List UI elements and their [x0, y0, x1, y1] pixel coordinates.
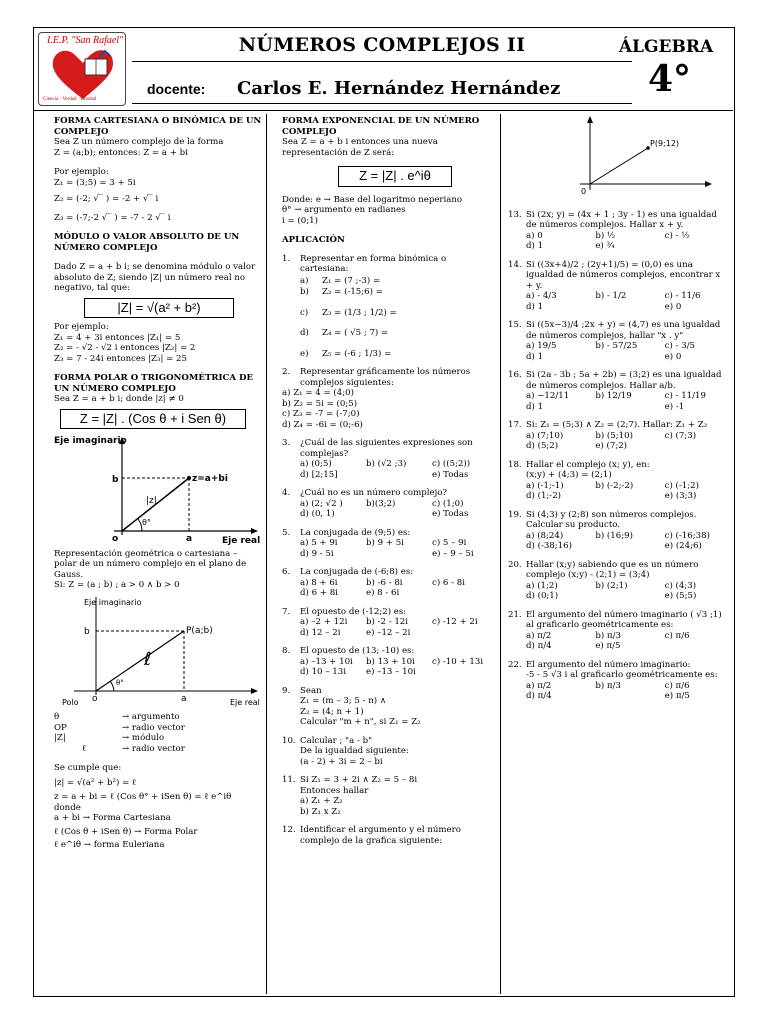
tick-label: a: [181, 693, 187, 704]
question-text: Si: Z₁ = (5;3) ∧ Z₂ = (2;7). Hallar: Z₁ + Z₂: [526, 420, 708, 430]
question-6: 6. La conjugada de (-6;8) es: a) 8 + 6i b) -6 - 8i c) 6 - 8i d) 6 + 8i e) 8 - 6i: [282, 567, 494, 599]
q1-item: [300, 276, 494, 287]
worksheet-page: [33, 27, 735, 997]
option: [595, 541, 660, 552]
option: c) ((5;2)): [432, 459, 471, 469]
option: [595, 402, 660, 413]
option: a) (-1;-1): [526, 480, 564, 491]
legend-symbol: |Z|: [54, 733, 66, 743]
legend-symbol: OP: [54, 722, 67, 733]
question-text: Representar en forma binómica o cartesiana:: [300, 253, 447, 274]
tick-label: b: [112, 475, 119, 485]
option: [366, 509, 428, 520]
option: c) (7;3): [664, 430, 697, 441]
example: Z₃ = 7 - 24i entonces |Z₃| = 25: [54, 353, 187, 364]
formula-box-modulo: |Z| = √(a² + b²): [84, 298, 234, 319]
question-lines: [300, 696, 494, 728]
question-16: 16. Si (2a - 3b ; 5a + 2b) = (3;2) es una igualdad de números complejos. Hallar a/b. a) −12/11 b) 12/19 c) - 11/19 d) 1 e) -1: [508, 370, 730, 412]
legend-meaning: → argumento: [122, 712, 180, 722]
option: b) -6 - 8i: [366, 577, 403, 588]
option: e) Todas: [432, 509, 469, 519]
question-text: Representar gráficamente los números complejos siguientes:: [300, 367, 471, 388]
point-label: P(9;12): [650, 139, 680, 148]
section-heading-polar: FORMA POLAR O TRIGONOMÉTRICA DE UN NÚMERO COMPLEJO: [54, 373, 254, 394]
item-text: Z₄ = ( √5 ; 7) =: [322, 328, 389, 338]
options: [526, 581, 730, 602]
question-9: 9. Sean Z₁ = (m – 3; 5 - n) ∧ Z₂ = (4; n + 1) Calcular "m + n", si Z₁ = Z₂: [282, 686, 494, 728]
q1-item: [300, 349, 494, 360]
polar-diagram-1: [54, 433, 264, 545]
item-letter: c): [300, 307, 309, 318]
option: b) π/3: [595, 680, 621, 691]
option: d) (5;2): [526, 441, 559, 451]
option: c) - 3/5: [664, 341, 696, 351]
question-20: 20. Hallar (x;y) sabiendo que es un número complejo (x;y) - (2;1) = (3;4) a) (1;2) b) (2;1) c) (4;3) d) (0;1) e) (5;5): [508, 560, 730, 602]
options: [300, 578, 494, 599]
question-15: 15. Si ((5x−3)/4 ;2x + y) = (4,7) es una igualdad de números complejos, hallar "x . y" a) 19/5 b) - 57/25 c) - 3/5 d) 1 e) 0: [508, 320, 730, 362]
option: b) 9 + 5i: [366, 538, 404, 548]
options: [526, 481, 730, 502]
text: donde: [54, 802, 81, 813]
option: e) (5;5): [664, 591, 697, 601]
option: [366, 549, 428, 560]
options: [300, 459, 494, 480]
header-bottom-line: [132, 103, 632, 104]
option: b) (16;9): [595, 530, 633, 541]
item-letter: b): [300, 287, 309, 297]
option: [432, 628, 494, 639]
option: a) 19/5: [526, 341, 557, 351]
option: e) – 9 – 5i: [432, 548, 474, 559]
text: θ° → argumento en radianes: [282, 205, 406, 215]
legend-list: [54, 712, 262, 754]
option: a) (2; √2 ): [300, 498, 343, 509]
options: [526, 531, 730, 552]
legend-row: [54, 712, 262, 723]
question-22: 22. El argumento del número imaginario: -5 - 5 √3 i al graficarlo geométricamente es: a) π/2 b) π/3 c) π/6 d) π/4 e) π/5: [508, 660, 730, 702]
question-text: Hallar el complejo (x; y), en:: [526, 459, 650, 470]
question-text: Si Z₁ = 3 + 2i ∧ Z₂ = 5 – 8i: [300, 775, 418, 785]
option: c) - 11/19: [664, 391, 706, 401]
q1-item: [300, 328, 494, 339]
option: [665, 441, 730, 452]
text: Sea Z un número complejo de la forma: [54, 137, 224, 147]
options: [300, 657, 494, 678]
option: e) (24;6): [664, 541, 702, 551]
option: c) π/6: [664, 680, 690, 691]
question-3: 3. ¿Cuál de las siguientes expresiones son complejas? a) (0;5) b) (√2 ;3) c) ((5;2)) d) [2;15] e) Todas: [282, 438, 494, 480]
grade-label: 4°: [648, 58, 692, 100]
question-18: 18. Hallar el complejo (x; y), en: (x;y) + (4;3) = (2;1) a) (-1;-1) b) (-2;-2) c) (-1;2) d) (1;-2) e) (3;3): [508, 460, 730, 502]
option: d) π/4: [526, 691, 552, 701]
item-letter: e): [300, 348, 309, 359]
option: c) (-16;38): [664, 530, 710, 541]
question-text: El argumento del número imaginario:: [526, 659, 691, 670]
option: c) - 11/6: [664, 291, 701, 301]
options: [526, 681, 730, 702]
modulus-label: |z|: [146, 496, 157, 506]
legend-meaning: → módulo: [122, 733, 165, 743]
axis-label: Eje real: [222, 536, 261, 545]
header: [34, 28, 733, 111]
question-7: 7. El opuesto de (-12;2) es: a) –2 + 12i b) -2 - 12i c) -12 + 2i d) 12 – 2i e) –12 – 2i: [282, 607, 494, 639]
option: b) (√2 ;3): [366, 459, 407, 469]
question-text: Si ((5x−3)/4 ;2x + y) = (4,7) es una igualdad de números complejos, hallar "x . y": [526, 320, 721, 341]
question-line: Calcular "m + n", si Z₁ = Z₂: [300, 717, 421, 727]
question-text: Hallar (x;y) sabiendo que es un número complejo (x;y) - (2;1) = (3;4): [526, 559, 699, 580]
text: Por ejemplo:: [54, 322, 109, 332]
option: a) (0;5): [300, 459, 332, 469]
options: [526, 291, 730, 312]
option: b) (2;1): [595, 580, 628, 591]
question-14: 14. Si ((3x+4)/2 ; (2y+1)/5) = (0,0) es una igualdad de números complejos, encontrar x + y. a) - 4/3 b) - 1/2 c) - 11/6 d) 1 e) 0: [508, 260, 730, 313]
item-text: Z₅ = (-6 ; 1/3) =: [322, 348, 392, 359]
option: b) (5;10): [595, 430, 633, 441]
radius-label: ℓ: [144, 648, 152, 670]
question-text: El opuesto de (-12;2) es:: [300, 606, 407, 617]
option: e) -1: [664, 401, 685, 412]
column-2: [282, 116, 494, 846]
column-divider-2: [500, 114, 501, 994]
example: Z₁ = 4 + 3i entonces |Z₁| = 5: [54, 332, 181, 343]
option: b) (-2;-2): [595, 480, 634, 491]
legend-symbol: ℓ: [82, 743, 87, 754]
text: Si: Z = (a ; b) ; a > 0 ∧ b > 0: [54, 580, 180, 590]
option: c) 5 – 9i: [432, 538, 467, 548]
logo-subtext: Ciencia · Verdad · Bondad: [43, 97, 97, 102]
question-12: 12. Identificar el argumento y el número complejo de la grafica siguiente:: [282, 825, 494, 846]
text: Sea Z = a + b i entonces una nueva representación de Z será:: [282, 137, 438, 158]
question-text: Sean: [300, 685, 322, 696]
option: a) π/2: [526, 680, 552, 691]
question-11: 11. Si Z₁ = 3 + 2i ∧ Z₂ = 5 – 8i Entonces hallar a) Z₁ + Z₂ b) Z₁ x Z₂: [282, 775, 494, 817]
question-line: De la igualdad siguiente:: [300, 746, 409, 756]
column-divider-1: [266, 114, 267, 994]
item-text: Z₃ = (1/3 ; 1/2) =: [322, 307, 397, 318]
option: d) 12 – 2i: [300, 627, 341, 638]
question-text: El argumento del número imaginario ( √3 ;1) al graficarlo geométricamente es:: [526, 609, 722, 630]
options: [300, 499, 494, 520]
relation: ℓ (Cos θ + iSen θ) → Forma Polar: [54, 826, 198, 837]
question-text: -5 - 5 √3 i al graficarlo geométricamente es:: [526, 670, 718, 680]
option: a) π/2: [526, 630, 552, 641]
option: d) (1;-2): [526, 491, 562, 501]
option: d) 1: [526, 301, 544, 312]
question-text: Si (2a - 3b ; 5a + 2b) = (3;2) es una igualdad de números complejos. Hallar a/b.: [526, 370, 722, 391]
option: c) (1;0): [432, 498, 464, 509]
relation: |z| = √(a² + b²) = ℓ: [54, 777, 137, 788]
question-text: ¿Cuál de las siguientes expresiones son complejas?: [300, 438, 473, 459]
q2-item: a) Z₁ = 4 = (4;0): [282, 388, 354, 398]
option: e) –12 – 2i: [366, 627, 411, 638]
question-21: 21. El argumento del número imaginario ( √3 ;1) al graficarlo geométricamente es: a) π/2 b) π/3 c) π/6 d) π/4 e) π/5: [508, 610, 730, 652]
option: e) ¾: [595, 241, 615, 251]
question-text: Identificar el argumento y el número complejo de la grafica siguiente:: [300, 825, 461, 846]
option: e) (7;2): [595, 441, 628, 451]
option: e) –13 – 10i: [366, 667, 416, 677]
option: d) (-38;16): [526, 541, 572, 551]
options: [526, 231, 730, 252]
point-diagram: [528, 116, 728, 198]
section-heading-modulo: MÓDULO O VALOR ABSOLUTO DE UN NÚMERO COMPLEJO: [54, 232, 240, 253]
point-label: z=a+bi: [192, 474, 228, 484]
option: e) 0: [664, 351, 682, 362]
docente-name: Carlos E. Hernández Hernández: [237, 78, 561, 99]
option: a) –13 + 10i: [300, 656, 353, 667]
option: c) π/6: [664, 630, 690, 641]
option: [595, 491, 660, 502]
legend-meaning: → radio vector: [122, 743, 185, 754]
option: b) - 1/2: [595, 291, 627, 301]
example: Z₃ = (-7;-2 √‾ ) = -7 - 2 √‾ i: [54, 212, 171, 223]
question-line: a) Z₁ + Z₂: [300, 796, 343, 806]
question-10: 10. Calcular ; "a - b" De la igualdad siguiente: (a - 2) + 3i = 2 – bi: [282, 736, 494, 768]
q1-items: [300, 276, 494, 360]
question-text: Si ((3x+4)/2 ; (2y+1)/5) = (0,0) es una igualdad de números complejos, encontrar x + y.: [526, 259, 721, 291]
option: d) 9 - 5i: [300, 548, 334, 559]
option: [432, 588, 494, 599]
relation: ℓ e^iθ → forma Euleriana: [54, 840, 165, 850]
option: [665, 641, 730, 652]
question-line: Entonces hallar: [300, 785, 369, 796]
options: [526, 631, 730, 652]
item-letter: a): [300, 275, 309, 286]
question-text: Si (2x; y) = (4x + 1 ; 3y - 1) es una igualdad de números complejos. Hallar x + y.: [526, 209, 717, 230]
option: c) (4;3): [664, 580, 697, 591]
option: e) π/5: [595, 641, 621, 651]
relation: z = a + bi = ℓ (Cos θ° + iSen θ) = ℓ e^iθ: [54, 792, 232, 802]
option: b) π/3: [595, 630, 621, 641]
logo-text: I.E.P. "San Rafael": [47, 35, 124, 46]
question-line: b) Z₁ x Z₂: [300, 806, 341, 817]
options: [526, 391, 730, 412]
option: [366, 470, 428, 481]
option: d) [2;15]: [300, 469, 338, 480]
page-title: NÚMEROS COMPLEJOS II: [238, 34, 526, 56]
question-19: 19. Si (4;3) y (2;8) son números complejos. Calcular su producto. a) (8;24) b) (16;9) c) (-16;38) d) (-38;16) e) (24;6): [508, 510, 730, 552]
question-text: ¿Cuál no es un número complejo?: [300, 488, 448, 498]
q1-item: [300, 308, 494, 319]
question-lines: [300, 746, 494, 767]
angle-label: θ°: [142, 518, 151, 527]
origin-label: 0: [581, 187, 587, 196]
option: d) 1: [526, 241, 544, 251]
option: d) 6 + 8i: [300, 588, 338, 598]
q2-item: c) Z₃ = -7 = (-7;0): [282, 409, 360, 419]
option: [595, 352, 660, 363]
section-heading-aplicacion: APLICACIÓN: [282, 235, 345, 245]
angle-label: θ°: [116, 678, 124, 687]
example: Z₂ = - √2 - √2 i entonces |Z₂| = 2: [54, 343, 196, 353]
question-4: 4. ¿Cuál no es un número complejo? a) (2; √2 ) b)(3;2) c) (1;0) d) (0, 1) e) Todas: [282, 488, 494, 520]
option: b) 12/19: [595, 391, 632, 401]
options: [300, 617, 494, 638]
heart-book-icon: [39, 33, 127, 107]
option: c) -12 + 2i: [432, 617, 478, 627]
origin-label: o: [92, 693, 98, 704]
option: a) 5 + 9i: [300, 538, 338, 548]
question-17: 17. Si: Z₁ = (5;3) ∧ Z₂ = (2;7). Hallar: Z₁ + Z₂ a) (7;10) b) (5;10) c) (7;3) d) (5;2) e) (7;2): [508, 420, 730, 452]
question-text: La conjugada de (-6;8) es:: [300, 567, 414, 577]
option: b) -2 - 12i: [366, 617, 409, 627]
option: [665, 241, 730, 252]
option: a) - 4/3: [526, 291, 557, 301]
option: c) - ½: [664, 230, 690, 241]
axis-label: Eje imaginario: [54, 436, 127, 446]
option: a) (8;24): [526, 530, 564, 541]
question-1: 1. Representar en forma binómica o cartesiana: a) Z₁ = (7 ;-3) = b) Z₂ = (-15;6) = c) Z₃ = (1/3 ; 1/2) = d) Z₄ = ( √5 ; 7) = e) Z₅ = (-6 ; 1/3) =: [282, 254, 494, 360]
legend-symbol: θ: [54, 712, 60, 722]
options: [526, 431, 730, 452]
school-logo: [38, 32, 126, 106]
text: Se cumple que:: [54, 763, 122, 773]
option: d) 1: [526, 351, 544, 362]
axis-label: Eje real: [230, 697, 260, 707]
option: e) (3;3): [664, 491, 697, 501]
option: a) (7;10): [526, 430, 564, 441]
option: b) ½: [595, 230, 616, 241]
question-line: Z₂ = (4; n + 1): [300, 706, 364, 717]
legend-meaning: → radio vector: [122, 722, 185, 733]
option: c) (-1;2): [664, 480, 699, 491]
option: [595, 302, 660, 313]
text: Dado Z = a + b i; se denomina módulo o valor absoluto de Z; siendo |Z| un número real no negativo, tal que:: [54, 262, 256, 293]
text: Donde: e → Base del logaritmo neperiano: [282, 194, 463, 205]
title-underline: [132, 61, 632, 62]
question-text: Calcular ; "a - b": [300, 735, 373, 746]
question-5: 5. La conjugada de (9;5) es: a) 5 + 9i b) 9 + 5i c) 5 – 9i d) 9 - 5i e) – 9 – 5i: [282, 528, 494, 560]
point-label: P(a;b): [186, 625, 213, 636]
formula-box-exponencial: Z = |Z| . e^iθ: [338, 166, 452, 187]
q1-item: [300, 287, 494, 298]
question-line: Z₁ = (m – 3; 5 - n) ∧: [300, 696, 387, 706]
section-heading-exponencial: FORMA EXPONENCIAL DE UN NÚMERO COMPLEJO: [282, 116, 480, 137]
item-text: Z₁ = (7 ;-3) =: [322, 275, 381, 286]
item-text: Z₂ = (-15;6) =: [322, 287, 383, 297]
origin-label: o: [112, 534, 119, 544]
option: d) π/4: [526, 641, 552, 651]
q2-items: [282, 388, 494, 430]
column-1: [54, 116, 262, 851]
option: [432, 667, 494, 678]
text: Por ejemplo:: [54, 167, 109, 177]
q2-item: b) Z₂ = 5i = (0;5): [282, 398, 358, 409]
question-text: El opuesto de (13; -10) es:: [300, 646, 415, 656]
question-8: 8. El opuesto de (13; -10) es: a) –13 + 10i b) 13 + 10i c) -10 + 13i d) 10 – 13i e) –13 – 10i: [282, 646, 494, 678]
docente-label: docente:: [147, 81, 206, 97]
option: [595, 591, 660, 602]
item-letter: d): [300, 328, 309, 338]
option: d) 1: [526, 401, 544, 412]
options: [526, 341, 730, 362]
question-line: (a - 2) + 3i = 2 – bi: [300, 756, 383, 767]
option: e) Todas: [432, 469, 469, 480]
text: Representación geométrica o cartesiana – polar de un número complejo en el plano de Gauss.: [54, 548, 247, 580]
polar-diagram-2: [54, 591, 264, 709]
tick-label: b: [84, 626, 90, 637]
option: e) 0: [664, 301, 682, 312]
example: Z₂ = (-2; √‾ ) = -2 + √‾ i: [54, 194, 159, 204]
option: a) 8 + 6i: [300, 577, 338, 588]
option: d) (0;1): [526, 591, 559, 601]
example: Z₁ = (3;5) = 3 + 5i: [54, 177, 136, 188]
question-2: 2. Representar gráficamente los números complejos siguientes:: [282, 367, 494, 388]
option: [595, 691, 660, 702]
legend-row: [54, 744, 262, 755]
option: c) -10 + 13i: [432, 656, 484, 667]
option: c) 6 - 8i: [432, 577, 465, 588]
question-text: La conjugada de (9;5) es:: [300, 527, 411, 538]
q2-item: d) Z₄ = -6i = (0;-6): [282, 419, 363, 430]
column-3: [508, 116, 730, 702]
option: e) 8 - 6i: [366, 588, 400, 598]
option: a) –2 + 12i: [300, 617, 348, 627]
section-heading-cartesiana: FORMA CARTESIANA O BINÓMICA DE UN COMPLEJO: [54, 116, 262, 137]
polo-label: Polo: [62, 697, 79, 707]
question-text: (x;y) + (4;3) = (2;1): [526, 470, 612, 480]
legend-row: [54, 723, 262, 734]
tick-label: a: [186, 534, 193, 544]
question-13: 13. Si (2x; y) = (4x + 1 ; 3y - 1) es una igualdad de números complejos. Hallar x + y. a) 0 b) ½ c) - ½ d) 1 e) ¾: [508, 210, 730, 252]
option: b) 13 + 10i: [366, 656, 415, 667]
axis-label: Eje imaginario: [84, 597, 142, 607]
text: i = (0;1): [282, 215, 318, 226]
question-text: Si (4;3) y (2;8) son números complejos. Calcular su producto.: [526, 509, 697, 530]
option: d) (0, 1): [300, 509, 335, 519]
subject-label: ÁLGEBRA: [618, 37, 714, 57]
option: d) 10 – 13i: [300, 667, 346, 677]
text: Sea Z = a + b i; donde |z| ≠ 0: [54, 394, 184, 404]
formula-box-polar: Z = |Z| . (Cos θ + i Sen θ): [60, 409, 246, 430]
option: a) 0: [526, 230, 543, 241]
option: b) - 57/25: [595, 341, 638, 351]
relation: a + bi → Forma Cartesiana: [54, 813, 171, 823]
options: [300, 538, 494, 559]
question-lines: [300, 786, 494, 818]
legend-row: [54, 733, 262, 744]
option: a) −12/11: [526, 391, 570, 401]
text: Z = (a;b); entonces: Z = a + bi: [54, 147, 188, 158]
option: a) (1;2): [526, 580, 558, 591]
option: e) π/5: [664, 691, 690, 701]
option: b)(3;2): [366, 498, 396, 509]
